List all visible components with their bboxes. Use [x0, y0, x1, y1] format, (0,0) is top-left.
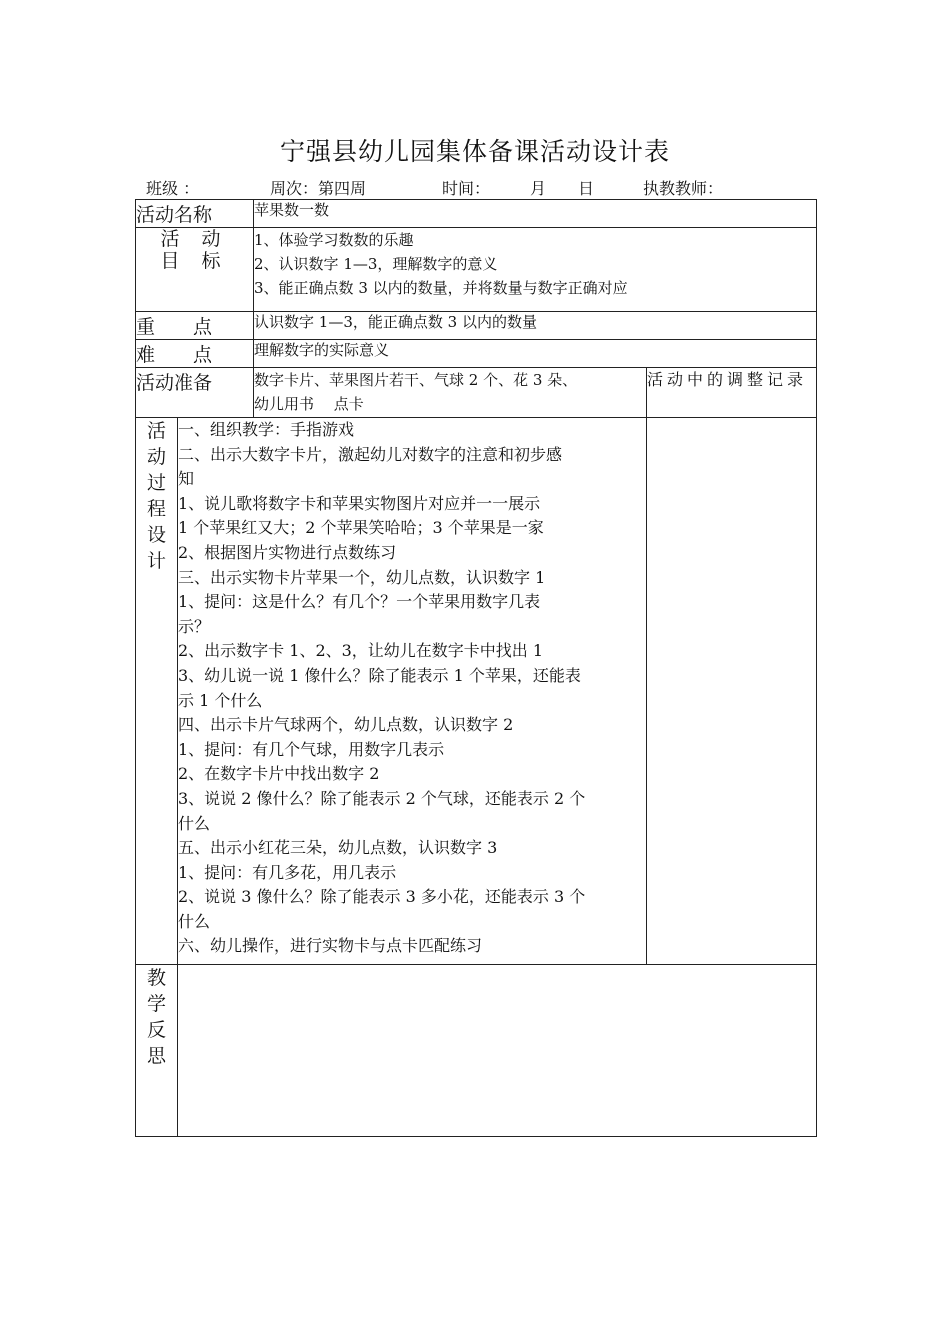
- key-point-value: 认识数字 1—3，能正确点数 3 以内的数量: [254, 312, 817, 340]
- process-line: 什么: [178, 911, 211, 931]
- activity-name-label: 活动名称: [136, 200, 254, 228]
- row-reflection: [136, 965, 817, 1137]
- process-label-char: 活: [146, 420, 166, 442]
- process-line: 2、在数字卡片中找出数字 2: [178, 764, 380, 784]
- process-line: 一、组织教学：手指游戏: [178, 420, 355, 439]
- process-label-char: 动: [146, 446, 166, 468]
- activity-name-value: 苹果数一数: [254, 200, 817, 228]
- reflection-label-char: 反: [146, 1019, 166, 1041]
- process-label: [136, 418, 178, 965]
- process-line: 2、说说 3 像什么？除了能表示 3 多小花，还能表示 3 个: [178, 887, 586, 907]
- goals-value: [254, 228, 817, 312]
- row-process: [136, 418, 817, 965]
- adjustment-record-cell: [647, 418, 817, 965]
- process-line: 什么: [178, 813, 211, 833]
- time-field: 时间：: [442, 179, 491, 198]
- reflection-content: [178, 965, 817, 1137]
- day-field: 日: [578, 179, 595, 198]
- goal-item: 2、认识数字 1—3，理解数字的意义: [254, 255, 498, 273]
- row-activity-name: [136, 200, 817, 228]
- goal-item: 1、体验学习数数的乐趣: [254, 231, 414, 249]
- process-line: 二、出示大数字卡片，激起幼儿对数字的注意和初步感: [178, 444, 563, 464]
- preparation-label: 活动准备: [136, 368, 254, 418]
- reflection-label: [136, 965, 178, 1137]
- goals-label-line-2: 目 标: [160, 250, 229, 272]
- class-field: 班级 ：: [146, 179, 200, 198]
- goals-label: [136, 228, 254, 312]
- goals-label-line-1: 活 动: [160, 228, 229, 250]
- process-label-char: 过: [146, 472, 166, 494]
- teacher-field: 执教教师：: [643, 179, 724, 198]
- adjustment-record-label: 活动中的调整记录: [647, 368, 817, 418]
- process-line: 1、提问：有几个气球，用数字几表示: [178, 739, 445, 759]
- process-line: 2、出示数字卡 1、2、3，让幼儿在数字卡中找出 1: [178, 641, 544, 661]
- process-line: 示？: [178, 616, 211, 636]
- row-difficulty: [136, 340, 817, 368]
- process-label-char: 设: [146, 524, 166, 546]
- reflection-label-char: 教: [146, 967, 166, 989]
- process-line: 示 1 个什么: [178, 690, 263, 710]
- process-line: 三、出示实物卡片苹果一个，幼儿点数，认识数字 1: [178, 567, 546, 587]
- row-goals: [136, 228, 817, 312]
- month-field: 月: [530, 179, 547, 198]
- preparation-line-2: 幼儿用书 点卡: [254, 395, 364, 413]
- process-line: 2、根据图片实物进行点数练习: [178, 542, 397, 562]
- process-line: 3、说说 2 像什么？除了能表示 2 个气球，还能表示 2 个: [178, 788, 586, 808]
- page-title: 宁强县幼儿园集体备课活动设计表: [279, 137, 670, 166]
- difficulty-value: 理解数字的实际意义: [254, 340, 817, 368]
- process-line: 1 个苹果红又大；2 个苹果笑哈哈；3 个苹果是一家: [178, 518, 544, 538]
- process-line: 3、幼儿说一说 1 像什么？除了能表示 1 个苹果，还能表: [178, 665, 581, 685]
- process-line: 1、提问：这是什么？有几个？一个苹果用数字几表: [178, 592, 541, 612]
- process-line: 四、出示卡片气球两个，幼儿点数，认识数字 2: [178, 715, 514, 735]
- process-label-char: 程: [146, 498, 166, 520]
- preparation-value: [254, 368, 647, 418]
- activity-plan-table: [135, 199, 817, 1137]
- process-line: 六、幼儿操作，进行实物卡与点卡匹配练习: [178, 936, 483, 956]
- process-content: [178, 418, 647, 965]
- process-label-char: 计: [146, 550, 166, 572]
- difficulty-label: 难 点: [136, 340, 254, 368]
- week-field: 周次：第四周: [270, 179, 367, 198]
- row-preparation: [136, 368, 817, 418]
- reflection-label-char: 学: [146, 993, 166, 1015]
- preparation-line-1: 数字卡片、苹果图片若干、气球 2 个、花 3 朵、: [254, 371, 578, 389]
- row-key-point: [136, 312, 817, 340]
- process-line: 五、出示小红花三朵，幼儿点数，认识数字 3: [178, 838, 498, 858]
- header-info-line: [0, 176, 950, 198]
- key-point-label: 重 点: [136, 312, 254, 340]
- process-line: 1、说儿歌将数字卡和苹果实物图片对应并一一展示: [178, 493, 541, 513]
- reflection-label-char: 思: [146, 1045, 166, 1067]
- process-line: 1、提问：有几多花，用几表示: [178, 862, 397, 882]
- process-line: 知: [178, 469, 195, 489]
- goal-item: 3、能正确点数 3 以内的数量，并将数量与数字正确对应: [254, 279, 628, 297]
